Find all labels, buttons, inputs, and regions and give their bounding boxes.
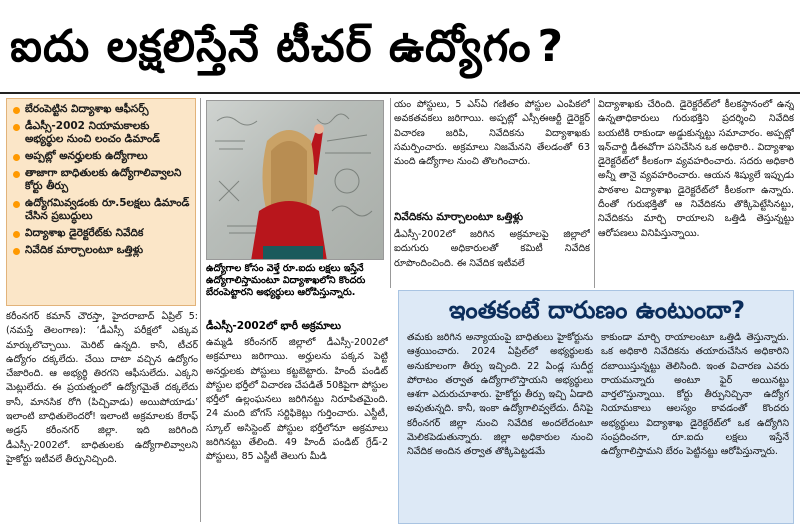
column-divider	[200, 98, 201, 522]
highlights-box	[6, 98, 196, 306]
article-column-third-continued: డీఎస్సీ-2002లో జరిగిన అక్రమాలపై జిల్లాలో ఐదుగురు అధికారులతో కమిటీ నివేదిక రూపొందించింది. ఈ నివేదిక ఇటీవలే	[394, 229, 590, 269]
headline	[10, 6, 790, 88]
sidebar-box-column-left: తమకు జరిగిన అన్యాయంపై బాధితులు హైకోర్టును ఆశ్రయించారు. 2024 ఏప్రిల్‌లో అభ్యర్థులకు అనుకూలంగా తీర్పు ఇచ్చింది. 22 ఏండ్ల సుదీర్ఘ పోరాటం తర్వాత ఉద్యోగాలొస్తాయని అభ్యర్థులు ఆశగా ఎదురుచూశారు. హైకోర్టు తీర్పు ఇచ్చి ఏడాది అవుతున్నది. కానీ, ఇంకా ఉద్యోగాలివ్వలేదు. దీనిపై కరీంనగర్ జిల్లా నుంచి నివేదిక అందలేదంటూ మెలికపెడుతున్నారు. జిల్లా అధికారుల నుంచి నివేదిక అందిన తర్వాత తొక్కిపెట్టడమే	[407, 332, 593, 458]
highlight-item: బేరంపెట్టిన విద్యాశాఖ ఆఫీసర్స్	[11, 103, 191, 116]
highlight-item: నివేదిక మార్చాలంటూ ఒత్తిళ్లు	[11, 244, 191, 257]
article-column-third: యం పోస్టులు, 5 ఎస్ఏ గణితం పోస్టుల ఎంపికలో అవకతవకలు జరిగాయి. అప్పట్లో ఎస్సీఈఆర్టీ డైరెక్టర్ విచారణ జరిపి, నివేదికను విద్యాశాఖకు సమర్పించారు. అక్రమాలు నిజమేనని తేలడంతో 63 మంది ఉద్యోగాల నుంచి తొలగించారు.	[394, 99, 590, 168]
subheading-irregularities: డీఎస్సీ-2002లో భారీ అక్రమాలు	[206, 320, 342, 332]
headline-text: ఐదు లక్షలిస్తేనే టీచర్ ఉద్యోగం	[10, 21, 532, 72]
article-column-middle: ఉమ్మడి కరీంనగర్ జిల్లాలో డీఎస్సీ-2002లో అక్రమాలు జరిగాయి. అర్హులను పక్కన పెట్టి అనర్హులకు పోస్టులు కట్టబెట్టారు. హిందీ పండిట్ పోస్టుల భర్తీలో విచారణ చేపడితే 50కిపైగా పోస్టుల భర్తీలో ఉల్లంఘనలు జరిగినట్టు నిరూపితమైంది. 24 మంది బోగస్ సర్టిఫికెట్లు గుర్తించారు. ఎస్జీటీ, స్కూల్ అసిస్టెంట్ పోస్టుల భర్తీలోనూ అక్రమాలు జరిగినట్టు తేలింది. 49 హిందీ పండిట్ గ్రేడ్-2 పోస్టులు, 85 ఎస్జీటీ తెలుగు మీడి	[206, 337, 388, 463]
sidebar-box	[398, 290, 794, 524]
highlight-item: డీఎస్సీ-2002 నియామకాలకు అభ్యర్థుల నుంచి లంచం డిమాండ్	[11, 120, 191, 146]
photo-caption: ఉద్యోగాల కోసం వెళ్తే రూ.ఐదు లక్షలు ఇస్తేనే ఉద్యోగాలిస్తామంటూ విద్యాశాఖలోని కొందరు బేరంపెట్టారని అభ్యర్థులు ఆరోపిస్తున్నారు.	[206, 263, 366, 298]
article-column-left: కరీంనగర్ కమాన్ చౌరస్తా, హైదరాబాద్ ఏప్రిల్ 5: (నమస్తే తెలంగాణ): ‘డీఎస్సీ పరీక్షలో ఎక్కువ మార్కులొచ్చాయి. మెరిట్ ఉన్నది. కానీ, టీచర్ ఉద్యోగం దక్కలేదు. చేయి దాటా వచ్చిన ఉద్యోగం చేజారింది. ఆ అభ్యర్థి తిరగని ఆఫీసులేదు. ఎక్కని మెట్లులేదు. ఈ ప్రయత్నంలో ఉద్యోగమైతే దక్కలేదు కానీ, మానసిక రోగి (పిచ్చివాడు) అయిపోయాడు’ ఇలాంటి బాధితులెందరో! ఇలాంటి అక్రమాలకు కేరాఫ్ అడ్రస్ కరీంనగర్ జిల్లా. ఇది జరిగింది డీఎస్సీ-2002లో. బాధితులకు ఉద్యోగాలివ్వాలని హైకోర్టు ఇటీవలే తీర్పునిచ్చింది.	[6, 311, 198, 465]
highlight-item: ఉద్యోగమివ్వడంకు రూ.5లక్షలు డిమాండ్ చేసిన ప్రబుద్ధులు	[11, 197, 191, 223]
teacher-at-blackboard-icon	[207, 101, 384, 260]
article-column-fourth: విద్యాశాఖకు చేరింది. డైరెక్టరేట్‌లో కీలకస్థానంలో ఉన్న ఉన్నతాధికారులు గురుభక్తిని ప్రదర్శించి నివేదిక బయటికి రాకుండా అడ్డుకున్నట్టు సమాచారం. అప్పట్లో ఇన్‌చార్జి డీఈవోగా పనిచేసిన ఒక అధికారి.. విద్యాశాఖ డైరెక్టరేట్‌లో కీలకంగా వ్యవహరించారు. సదరు అధికారి అన్నీ తానై వ్యవహరించారు. ఆయన శిష్యులే ఇప్పుడు పాఠశాల విద్యాశాఖ డైరెక్టరేట్‌లో కీలకంగా ఉన్నారు. దీంతో గురుభక్తితో ఆ నివేదికను తొక్కిపెట్టేసినట్టు, నివేదికను మార్చి రాయాలని ఒత్తిడి తెస్తున్నట్టు ఆరోపణలు వినిపిస్తున్నాయి.	[598, 99, 794, 239]
highlight-item: అప్పట్లో అనర్హులకు ఉద్యోగాలు	[11, 150, 191, 163]
highlight-item: తాజాగా బాధితులకు ఉద్యోగాలివ్వాలని కోర్టు తీర్పు	[11, 167, 191, 193]
sidebar-box-column-right: కాకుండా మార్చి రాయాలంటూ ఒత్తిడి తెస్తున్నారు. ఒక అధికారి నివేదికను తయారుచేసిన అధికారిని దబాయిస్తున్నట్టు తెలిసింది. ఇంత విచారణ ఎవరు రాయమన్నారు అంటూ ఫైర్ అయినట్టు వార్తలొస్తున్నాయి. కోర్టు తీర్పునిచ్చినా ఉద్యోగ నియామకాలు ఆలస్యం కావడంతో కొందరు అభ్యర్థులు విద్యాశాఖ డైరెక్టరేట్‌లో ఒక ఉద్యోగిని సంప్రదించగా, రూ.ఐదు లక్షలు ఇస్తేనే ఉద్యోగాలిస్తామని బేరం పెట్టినట్టు ఆరోపిస్తున్నారు.	[601, 332, 789, 458]
sidebar-box-title: ఇంతకంటే దారుణం ఉంటుందా?	[448, 296, 745, 324]
top-rule	[0, 92, 800, 94]
teacher-photo	[206, 100, 384, 260]
headline-question-mark: ?	[537, 21, 565, 72]
column-divider	[594, 98, 595, 288]
column-divider	[390, 98, 391, 288]
subheading-pressure: నివేదికను మార్చాలంటూ ఒత్తిళ్లు	[394, 211, 524, 223]
highlight-item: విద్యాశాఖ డైరెక్టరేట్‌కు నివేదిక	[11, 227, 191, 240]
